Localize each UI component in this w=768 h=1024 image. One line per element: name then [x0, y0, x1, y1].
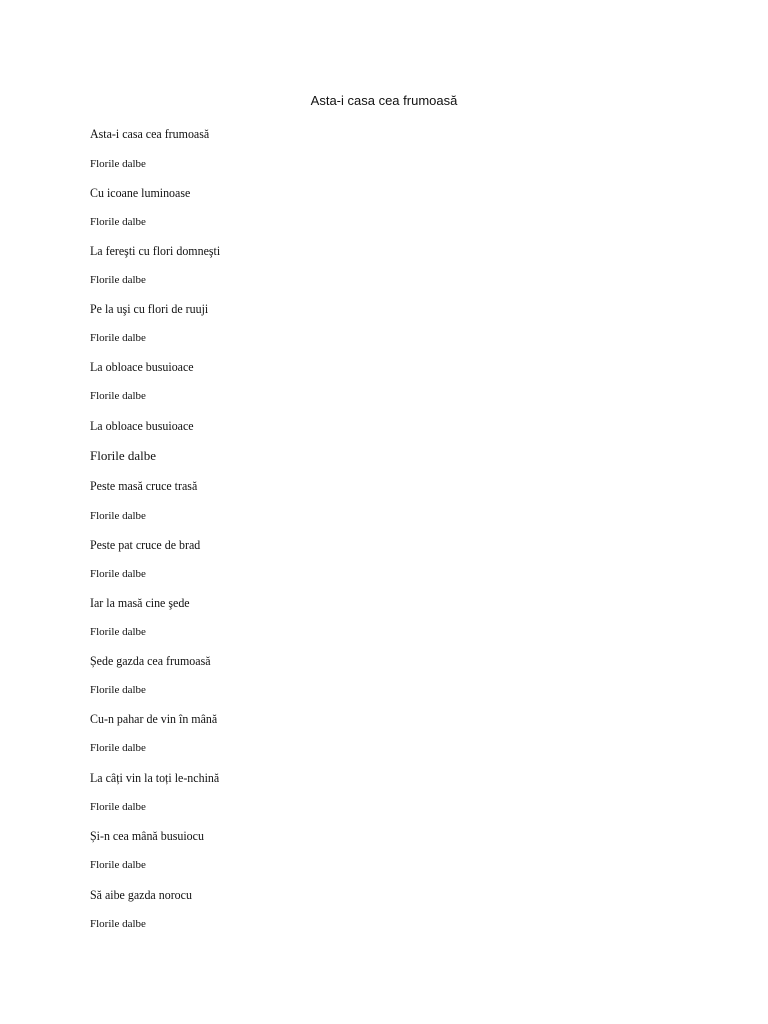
lyric-line-9: La obloace busuioace: [90, 359, 194, 374]
lyric-line-12: Florile dalbe: [90, 448, 157, 463]
lyric-line-15: Peste pat cruce de brad: [90, 537, 201, 552]
lyric-line-5: La fereşti cu flori domneşti: [90, 243, 221, 258]
lyric-line-19: Șede gazda cea frumoasă: [90, 653, 211, 668]
lyric-line-25: Și-n cea mână busuiocu: [90, 828, 204, 843]
lyric-line-28: Florile dalbe: [90, 918, 146, 930]
lyric-line-8: Florile dalbe: [90, 332, 146, 344]
lyric-line-23: La câți vin la toți le-nchină: [90, 770, 220, 785]
lyric-line-20: Florile dalbe: [90, 684, 146, 696]
lyric-line-27: Să aibe gazda norocu: [90, 887, 192, 902]
lyric-line-3: Cu icoane luminoase: [90, 185, 191, 200]
lyric-line-22: Florile dalbe: [90, 742, 146, 754]
lyric-line-17: Iar la masă cine şede: [90, 595, 190, 610]
lyric-line-14: Florile dalbe: [90, 510, 146, 522]
lyric-line-18: Florile dalbe: [90, 626, 146, 638]
lyric-line-21: Cu-n pahar de vin în mână: [90, 711, 218, 726]
lyric-line-1: Asta-i casa cea frumoasă: [90, 126, 210, 141]
lyric-line-11: La obloace busuioace: [90, 418, 194, 433]
lyric-line-16: Florile dalbe: [90, 568, 146, 580]
lyric-line-24: Florile dalbe: [90, 801, 146, 813]
lyric-line-7: Pe la uşi cu flori de ruuji: [90, 301, 209, 316]
lyric-line-10: Florile dalbe: [90, 390, 146, 402]
lyric-line-6: Florile dalbe: [90, 274, 146, 286]
lyrics-body: [90, 0, 690, 1024]
lyric-line-2: Florile dalbe: [90, 158, 146, 170]
lyric-line-13: Peste masă cruce trasă: [90, 478, 198, 493]
lyric-line-26: Florile dalbe: [90, 859, 146, 871]
page-title: Asta-i casa cea frumoasă: [310, 93, 458, 108]
lyric-line-4: Florile dalbe: [90, 216, 146, 228]
